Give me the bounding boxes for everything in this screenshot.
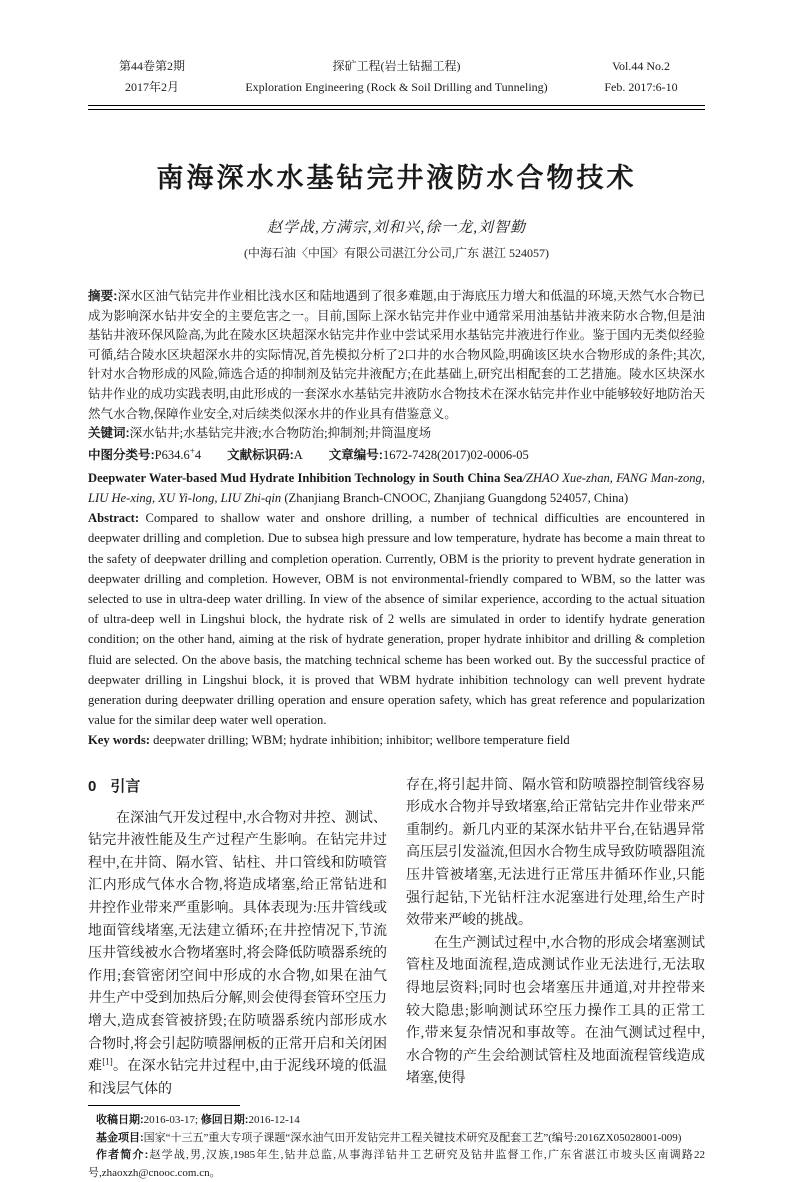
english-abstract [88,508,705,730]
article-id-value: 1672-7428(2017)02-0006-05 [382,447,529,462]
clc-tail: 4 [194,447,202,462]
vol-en: Vol.44 No.2 [611,59,671,73]
page-title: 南海深水水基钻完井液防水合物技术 [156,163,637,193]
body-paragraph-1-tail: 。在深水钻完井过程中,由于泥线环境的低温和浅层气体的 [88,1059,388,1097]
doc-code-label: 文献标识码: [227,447,294,462]
received-label: 收稿日期: [96,1114,144,1127]
footnote-rule [88,1105,240,1106]
revised-value: 2016-12-14 [248,1114,300,1127]
body-paragraph-1-continued: 存在,将引起井筒、隔水管和防喷器控制管线容易形成水合物并导致堵塞,给正常钻完井作业带来严重制约。新几内亚的某深水钻井平台,在钻遇异常高压层引发溢流,但因水合物生成导致防喷器阻流压井管被堵塞,无法进行正常压井循环作业,只能强行起钻,下光钻杆注水泥塞进行处理,给生产时效带来严峻的挑战。 [406,777,705,929]
body-paragraph-1 [88,808,387,1102]
clc-value: P634.6 [154,447,190,462]
english-affiliation: (Zhanjiang Branch-CNOOC, Zhanjiang Guangdong 524057, China) [281,490,629,505]
abstract-cn [88,287,705,424]
meta-line [88,445,705,465]
keywords-cn-label: 关键词: [88,426,130,441]
body-paragraph-2: 在生产测试过程中,水合物的形成会堵塞测试管柱及地面流程,造成测试作业无法进行,无法取得地层资料;同时也会堵塞压井通道,对井控带来较大隐患;影响测试环空压力操作工具的正常工作,带来复杂情况和事故等。在油气测试过程中,水合物的产生会给测试管柱及地面流程管线造成堵塞,使得 [406,935,705,1087]
article-id [329,445,529,465]
date-cn: 2017年2月 [124,80,179,94]
journal-name-cn: 探矿工程(岩土钻掘工程) [332,59,461,73]
keywords-cn-text: 深水钻井;水基钻完井液;水合物防治;抑制剂;井筒温度场 [129,426,432,441]
clc-number [88,445,201,465]
english-authors: /ZHAO Xue-zhan, FANG Man-zong, LIU He-xing, XU Yi-long, LIU Zhi-qin [88,470,705,505]
body-paragraph-1-text: 在深油气开发过程中,水合物对井控、测试、钻完井液性能及生产过程产生影响。在钻完井过程中,在井筒、隔水管、钻柱、井口管线和防喷管汇内形成气体水合物,将造成堵塞,给正常钻进和井控作业带来严重影响。具体表现为:压井管线或地面管线堵塞,无法建立循环;在井控情况下,节流压井管线被水合物堵塞时,将会降低防喷器系统的作用;套管密闭空间中形成的水合物,如果在油气井生产中受到加热后分解,则会使得套管环空压力增大,造成套管被挤毁;在防喷器系统内部形成水合物时,将会引起防喷器闸板的正常开启和关闭困难 [88,810,387,1075]
clc-sup: + [189,445,195,456]
english-keywords [88,730,705,750]
english-keywords-label: Key words: [88,733,150,748]
author-bio-line [88,1147,705,1182]
header-issue-block [88,56,216,98]
left-column [88,775,387,1107]
received-value: 2016-03-17; [143,1114,201,1127]
article-id-label: 文章编号: [328,447,383,462]
english-title: Deepwater Water-based Mud Hydrate Inhibition Technology in South China Sea [88,470,523,485]
clc-label: 中图分类号: [88,447,155,462]
fund-label: 基金项目: [96,1131,144,1144]
abstract-cn-text: 深水区油气钻完井作业相比浅水区和陆地遇到了很多难题,由于海底压力增大和低温的环境,天然气水合物已成为影响深水钻井安全的主要危害之一。目前,国际上深水钻完井作业中通常采用油基钻井液来防水合物,但是油基钻井液环保风险高,为此在陵水区块超深水钻完井作业中尝试采用水基钻完井液进行作业。鉴于国内无类似经验可循,结合陵水区块超深水井的实际情况,首先模拟分析了2口井的水合物风险,明确该区块水合物形成的条件;其次,针对水合物形成的风险,筛选合适的抑制剂及钻完井液配方;在此基础上,研究出相配套的工艺措施。陵水区块深水钻井作业的成功实践表明,由此形成的一套深水水基钻完井液防水合物技术在深水钻完井作业中能够较好地防治天然气水合物,保障作业安全,对后续类似深水井的作业具有借鉴意义。 [88,289,705,421]
english-abstract-label: Abstract: [88,511,140,526]
citation-ref: [1] [102,1056,113,1067]
revised-label: 修回日期: [200,1114,249,1127]
fund-value: 国家“十三五”重大专项子课题“深水油气田开发钻完井工程关键技术研究及配套工艺”(编号:2016ZX05028001-009) [143,1131,682,1144]
section-heading [88,775,387,799]
journal-header [88,56,705,98]
header-double-rule [88,105,705,110]
english-title-block [88,468,705,508]
english-keywords-text: deepwater drilling; WBM; hydrate inhibition; inhibitor; wellbore temperature field [149,733,570,748]
pages-en: Feb. 2017:6-10 [604,80,678,94]
journal-name-en: Exploration Engineering (Rock & Soil Drilling and Tunneling) [245,80,548,94]
doc-code [227,445,303,465]
keywords-cn [88,424,705,444]
section-title: 引言 [110,777,141,795]
right-column [406,775,705,1107]
footer-block [88,1112,705,1182]
header-vol-block [577,56,705,98]
body-columns [88,775,705,1107]
bio-value: 赵学战,男,汉族,1985年生,钻井总监,从事海洋钻井工艺研究及钻井监督工作,广东省湛江市坡头区南调路22号,zhaoxzh@cnooc.com.cn。 [88,1149,705,1179]
section-number: 0 [88,777,97,795]
header-journal-block [216,56,577,98]
bio-label: 作者简介: [96,1149,149,1162]
affiliation: (中海石油〈中国〉有限公司湛江分公司,广东 湛江 524057) [244,246,549,260]
received-date-line [88,1112,705,1130]
fund-line [88,1130,705,1148]
author-list: 赵学战,方满宗,刘和兴,徐一龙,刘智勤 [266,220,526,236]
issue-cn: 第44卷第2期 [118,59,185,73]
doc-code-value: A [293,447,303,462]
abstract-cn-label: 摘要: [88,289,118,303]
english-abstract-text: Compared to shallow water and onshore drilling, a number of technical difficulties are encountered in deepwater drilling and completion. Due to subsea high pressure and low temperature, hydrate has become a main threat to the safety of deepwater drilling and completion operation. Currently, OBM is the priority to prevent hydrate generation in deepwater drilling and completion. However, OBM is not environmental-friendly compared to WBM, so the latter was selected to use in ultra-deep water drilling. In view of the absence of similar experience, according to the actual situation of ultra-deep well in Lingshui block, the hydrate risk of 2 wells are simulated in order to identify hydrate generation condition; on the other hand, aiming at the risk of hydrate generation, proper hydrate inhibitor and drilling & completion fluid are selected. On the above basis, the matching technical scheme has been worked out. By the successful practice of deepwater drilling in Lingshui block, it is proved that WBM hydrate inhibition technology can well prevent hydrate generation during deepwater drilling operation and ensure operation safety, which has great reference and popularization value for the similar deep water well operation. [88,511,705,728]
